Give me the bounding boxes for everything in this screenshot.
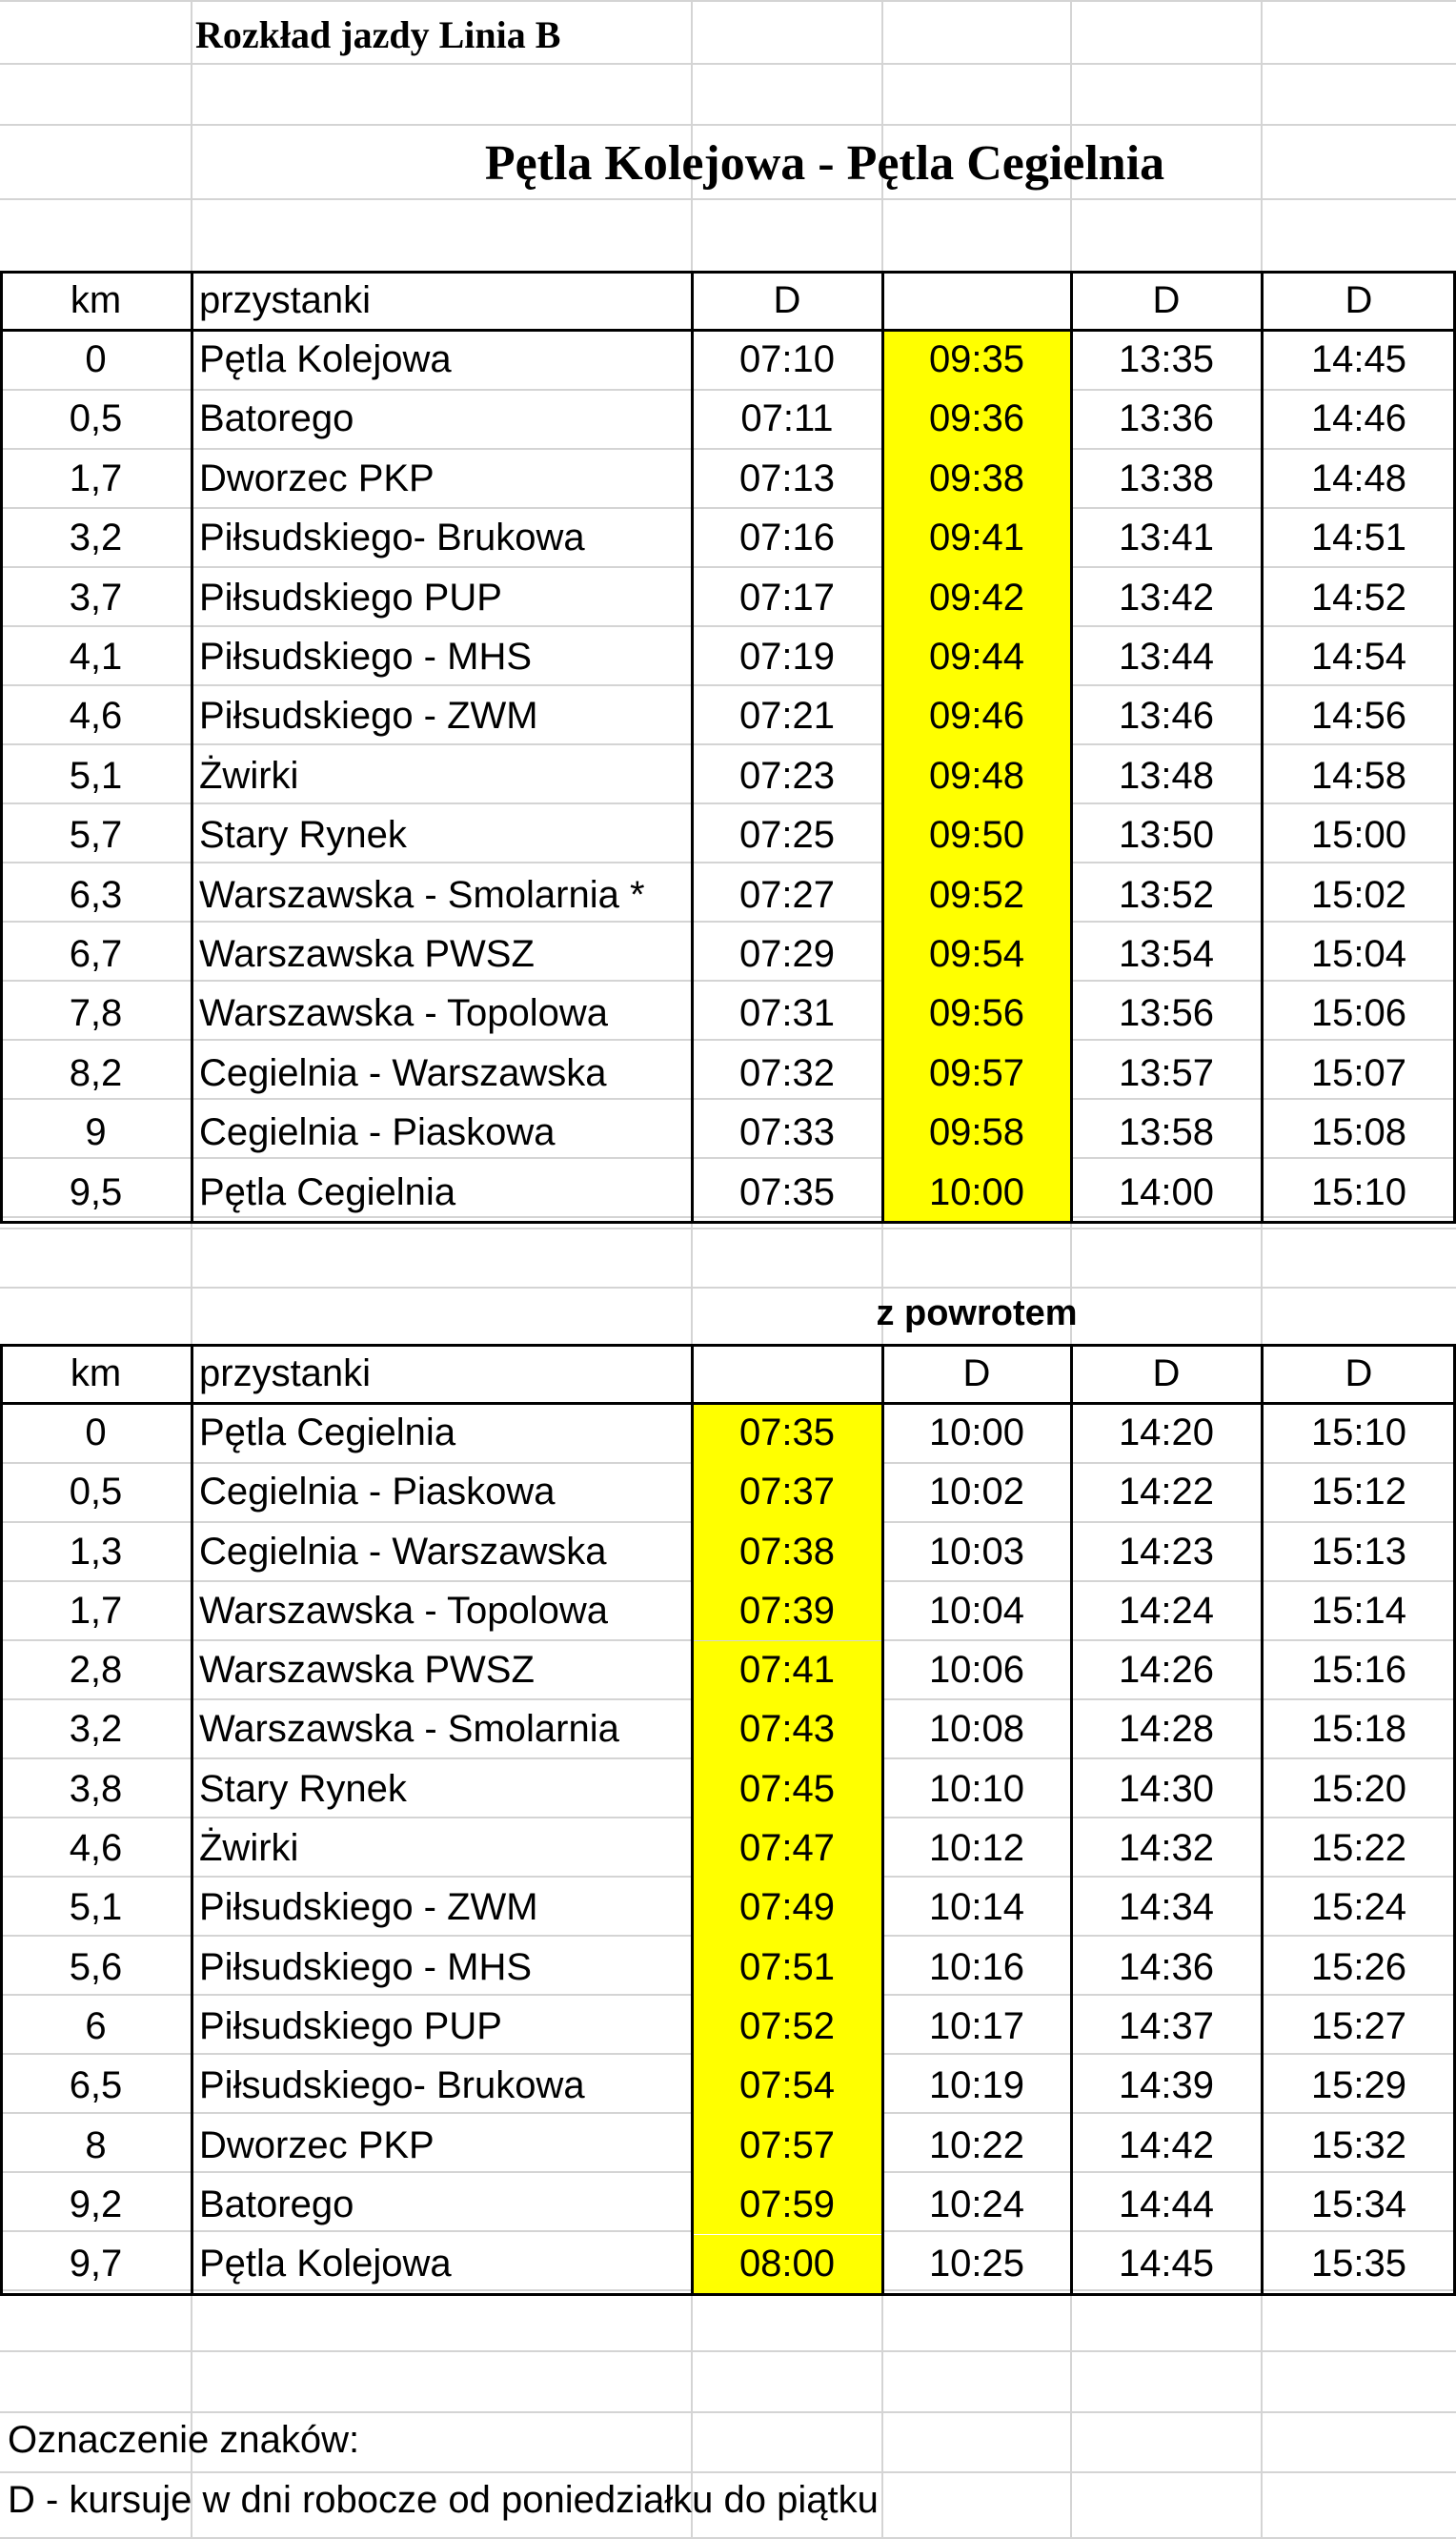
route-title: Pętla Kolejowa - Pętla Cegielnia (484, 135, 1165, 191)
return-time-cell: 15:26 (1310, 1945, 1407, 1988)
outbound-time-cell: 14:56 (1310, 695, 1407, 738)
return-km-cell: 0 (85, 1411, 107, 1453)
timetable-title: Rozkład jazdy Linia B (195, 12, 561, 56)
outbound-time-cell: 07:25 (738, 814, 836, 857)
outbound-header-cell: D (773, 278, 801, 321)
return-time-cell: 07:41 (692, 1641, 882, 1700)
return-km-cell: 8 (85, 2123, 107, 2166)
return-time-cell: 14:42 (1118, 2123, 1215, 2166)
return-km-cell: 1,7 (69, 1589, 123, 1632)
return-km-cell: 5,1 (69, 1886, 123, 1929)
return-km-cell: 4,6 (69, 1827, 123, 1870)
outbound-stop-cell: Warszawska - Smolarnia * (199, 873, 645, 916)
outbound-time-cell: 09:52 (882, 865, 1071, 924)
outbound-time-cell: 13:50 (1118, 814, 1215, 857)
return-time-cell: 14:30 (1118, 1767, 1215, 1810)
return-header-cell (692, 1344, 882, 1403)
outbound-time-cell: 14:45 (1310, 338, 1407, 381)
outbound-time-cell: 13:42 (1118, 576, 1215, 619)
return-time-cell: 10:25 (928, 2243, 1025, 2285)
outbound-km-cell: 8,2 (69, 1051, 123, 1094)
return-stop-cell: Warszawska - Smolarnia (199, 1708, 619, 1751)
return-time-cell: 07:39 (692, 1581, 882, 1640)
return-column-border (881, 1344, 884, 2296)
outbound-time-cell: 14:00 (1118, 1170, 1215, 1213)
return-km-cell: 9,2 (69, 2183, 123, 2225)
return-time-cell: 10:22 (928, 2123, 1025, 2166)
grid-row-line (0, 1287, 1456, 1289)
return-time-cell: 14:32 (1118, 1827, 1215, 1870)
return-time-cell: 15:12 (1310, 1471, 1407, 1513)
return-km-cell: 6,5 (69, 2064, 123, 2107)
return-km-cell: 1,3 (69, 1530, 123, 1573)
outbound-time-cell: 13:52 (1118, 873, 1215, 916)
outbound-time-cell: 15:07 (1310, 1051, 1407, 1094)
return-time-cell: 15:34 (1310, 2183, 1407, 2225)
return-stop-cell: Piłsudskiego - MHS (199, 1945, 533, 1988)
outbound-time-cell: 15:10 (1310, 1170, 1407, 1213)
outbound-time-cell: 13:35 (1118, 338, 1215, 381)
outbound-km-cell: 9 (85, 1111, 107, 1154)
outbound-time-cell: 14:58 (1310, 754, 1407, 797)
return-time-cell: 14:44 (1118, 2183, 1215, 2225)
outbound-time-cell: 14:54 (1310, 636, 1407, 679)
outbound-km-cell: 3,7 (69, 576, 123, 619)
outbound-time-cell: 09:44 (882, 627, 1071, 686)
outbound-time-cell: 15:04 (1310, 933, 1407, 976)
return-stop-cell: Warszawska - Topolowa (199, 1589, 609, 1632)
return-time-cell: 15:27 (1310, 2004, 1407, 2047)
outbound-time-cell: 07:19 (738, 636, 836, 679)
outbound-header-cell: km (70, 278, 122, 321)
outbound-km-cell: 4,1 (69, 636, 123, 679)
return-stop-cell: Pętla Kolejowa (199, 2243, 452, 2285)
return-time-cell: 14:23 (1118, 1530, 1215, 1573)
outbound-time-cell: 13:58 (1118, 1111, 1215, 1154)
return-section-title: z powrotem (876, 1292, 1078, 1333)
outbound-time-cell: 14:48 (1310, 457, 1407, 499)
outbound-stop-cell: Piłsudskiego PUP (199, 576, 502, 619)
outbound-stop-cell: Cegielnia - Warszawska (199, 1051, 607, 1094)
outbound-stop-cell: Pętla Cegielnia (199, 1170, 456, 1213)
return-time-cell: 15:29 (1310, 2064, 1407, 2107)
return-time-cell: 15:16 (1310, 1649, 1407, 1692)
return-km-cell: 0,5 (69, 1471, 123, 1513)
legend-title: Oznaczenie znaków: (8, 2418, 360, 2461)
return-km-cell: 6 (85, 2004, 107, 2047)
outbound-header-cell: D (1152, 278, 1181, 321)
outbound-time-cell: 09:35 (882, 330, 1071, 389)
outbound-time-cell: 07:11 (740, 397, 834, 440)
outbound-stop-cell: Cegielnia - Piaskowa (199, 1111, 556, 1154)
outbound-km-cell: 1,7 (69, 457, 123, 499)
return-header-cell: D (1152, 1351, 1181, 1394)
legend-d-description: D - kursuje w dni robocze od poniedziałku do piątku (8, 2478, 879, 2521)
outbound-time-cell: 09:48 (882, 746, 1071, 805)
outbound-time-cell: 13:48 (1118, 754, 1215, 797)
return-time-cell: 15:20 (1310, 1767, 1407, 1810)
outbound-time-cell: 13:57 (1118, 1051, 1215, 1094)
outbound-time-cell: 09:36 (882, 390, 1071, 449)
return-column-border (691, 1344, 694, 2296)
outbound-time-cell: 14:52 (1310, 576, 1407, 619)
outbound-time-cell: 07:27 (738, 873, 836, 916)
return-column-border (1261, 1344, 1264, 2296)
return-km-cell: 5,6 (69, 1945, 123, 1988)
outbound-column-border (1261, 271, 1264, 1224)
outbound-stop-cell: Warszawska PWSZ (199, 933, 535, 976)
grid-row-line (0, 0, 1456, 2)
return-time-cell: 10:14 (928, 1886, 1025, 1929)
return-header-cell: km (70, 1351, 122, 1394)
return-km-cell: 3,8 (69, 1767, 123, 1810)
return-stop-cell: Piłsudskiego PUP (199, 2004, 502, 2047)
return-time-cell: 14:37 (1118, 2004, 1215, 2047)
outbound-time-cell: 09:57 (882, 1044, 1071, 1103)
return-time-cell: 14:39 (1118, 2064, 1215, 2107)
outbound-time-cell: 09:50 (882, 806, 1071, 865)
return-time-cell: 15:10 (1310, 1411, 1407, 1453)
return-time-cell: 15:18 (1310, 1708, 1407, 1751)
outbound-time-cell: 09:41 (882, 509, 1071, 568)
outbound-time-cell: 13:44 (1118, 636, 1215, 679)
return-stop-cell: Pętla Cegielnia (199, 1411, 456, 1453)
return-time-cell: 07:47 (692, 1818, 882, 1878)
return-time-cell: 14:22 (1118, 1471, 1215, 1513)
outbound-time-cell: 07:31 (738, 992, 836, 1035)
return-time-cell: 14:34 (1118, 1886, 1215, 1929)
outbound-km-cell: 0,5 (69, 397, 123, 440)
outbound-km-cell: 5,1 (69, 754, 123, 797)
outbound-time-cell: 07:35 (738, 1170, 836, 1213)
return-time-cell: 10:16 (928, 1945, 1025, 1988)
outbound-km-cell: 5,7 (69, 814, 123, 857)
outbound-km-cell: 9,5 (69, 1170, 123, 1213)
outbound-stop-cell: Batorego (199, 397, 354, 440)
return-column-border (191, 1344, 193, 2296)
outbound-km-cell: 0 (85, 338, 107, 381)
outbound-time-cell: 07:10 (738, 338, 836, 381)
outbound-time-cell: 13:56 (1118, 992, 1215, 1035)
outbound-time-cell: 10:00 (882, 1163, 1071, 1222)
outbound-column-border (881, 271, 884, 1224)
outbound-stop-cell: Pętla Kolejowa (199, 338, 452, 381)
return-stop-cell: Piłsudskiego - ZWM (199, 1886, 538, 1929)
return-time-cell: 15:35 (1310, 2243, 1407, 2285)
outbound-time-cell: 15:08 (1310, 1111, 1407, 1154)
return-time-cell: 10:02 (928, 1471, 1025, 1513)
return-time-cell: 14:28 (1118, 1708, 1215, 1751)
outbound-time-cell: 07:17 (738, 576, 836, 619)
outbound-time-cell: 15:00 (1310, 814, 1407, 857)
return-header-cell: przystanki (199, 1351, 372, 1394)
outbound-time-cell: 13:54 (1118, 933, 1215, 976)
outbound-time-cell: 13:46 (1118, 695, 1215, 738)
return-stop-cell: Cegielnia - Warszawska (199, 1530, 607, 1573)
grid-row-line (0, 63, 1456, 65)
return-time-cell: 14:45 (1118, 2243, 1215, 2285)
return-column-border (1070, 1344, 1073, 2296)
return-time-cell: 08:00 (692, 2235, 882, 2294)
return-time-cell: 15:13 (1310, 1530, 1407, 1573)
return-time-cell: 07:52 (692, 1997, 882, 2056)
outbound-time-cell: 15:06 (1310, 992, 1407, 1035)
outbound-stop-cell: Piłsudskiego - MHS (199, 636, 533, 679)
return-time-cell: 15:14 (1310, 1589, 1407, 1632)
outbound-header-border (0, 329, 1456, 332)
return-time-cell: 10:06 (928, 1649, 1025, 1692)
return-time-cell: 10:19 (928, 2064, 1025, 2107)
outbound-header-cell: D (1345, 278, 1373, 321)
return-time-cell: 14:26 (1118, 1649, 1215, 1692)
return-stop-cell: Żwirki (199, 1827, 299, 1870)
outbound-column-border (691, 271, 694, 1224)
grid-row-line (0, 1228, 1456, 1229)
outbound-km-cell: 7,8 (69, 992, 123, 1035)
outbound-km-cell: 3,2 (69, 517, 123, 559)
outbound-time-cell: 15:02 (1310, 873, 1407, 916)
grid-row-line (0, 2350, 1456, 2352)
return-time-cell: 10:04 (928, 1589, 1025, 1632)
return-km-cell: 3,2 (69, 1708, 123, 1751)
outbound-time-cell: 09:46 (882, 687, 1071, 746)
return-stop-cell: Batorego (199, 2183, 354, 2225)
return-stop-cell: Warszawska PWSZ (199, 1649, 535, 1692)
return-time-cell: 07:35 (692, 1403, 882, 1462)
return-time-cell: 10:24 (928, 2183, 1025, 2225)
return-stop-cell: Dworzec PKP (199, 2123, 435, 2166)
return-stop-cell: Stary Rynek (199, 1767, 407, 1810)
outbound-time-cell: 07:21 (738, 695, 836, 738)
return-time-cell: 15:24 (1310, 1886, 1407, 1929)
outbound-time-cell: 13:36 (1118, 397, 1215, 440)
outbound-time-cell: 09:58 (882, 1104, 1071, 1163)
outbound-time-cell: 09:56 (882, 985, 1071, 1044)
outbound-column-border (191, 271, 193, 1224)
return-time-cell: 07:49 (692, 1879, 882, 1938)
outbound-km-cell: 6,7 (69, 933, 123, 976)
return-time-cell: 07:43 (692, 1700, 882, 1759)
outbound-time-cell: 09:54 (882, 924, 1071, 984)
return-stop-cell: Piłsudskiego- Brukowa (199, 2064, 585, 2107)
return-time-cell: 10:12 (928, 1827, 1025, 1870)
outbound-stop-cell: Warszawska - Topolowa (199, 992, 609, 1035)
return-time-cell: 10:10 (928, 1767, 1025, 1810)
outbound-time-cell: 07:32 (738, 1051, 836, 1094)
return-time-cell: 07:51 (692, 1938, 882, 1997)
outbound-time-cell: 09:42 (882, 568, 1071, 627)
outbound-column-border (1070, 271, 1073, 1224)
return-time-cell: 07:57 (692, 2116, 882, 2175)
return-time-cell: 15:32 (1310, 2123, 1407, 2166)
return-time-cell: 10:17 (928, 2004, 1025, 2047)
return-time-cell: 07:54 (692, 2057, 882, 2116)
outbound-time-cell: 14:51 (1310, 517, 1407, 559)
return-header-border (0, 1402, 1456, 1405)
outbound-header-cell: przystanki (199, 278, 372, 321)
outbound-stop-cell: Piłsudskiego - ZWM (199, 695, 538, 738)
outbound-time-cell: 07:23 (738, 754, 836, 797)
return-header-cell: D (1345, 1351, 1373, 1394)
outbound-header-cell (882, 271, 1071, 330)
outbound-stop-cell: Dworzec PKP (199, 457, 435, 499)
return-header-cell: D (962, 1351, 991, 1394)
outbound-time-cell: 07:13 (738, 457, 836, 499)
return-time-cell: 14:20 (1118, 1411, 1215, 1453)
return-time-cell: 14:36 (1118, 1945, 1215, 1988)
outbound-time-cell: 13:38 (1118, 457, 1215, 499)
return-time-cell: 07:37 (692, 1463, 882, 1522)
return-time-cell: 07:59 (692, 2175, 882, 2234)
outbound-stop-cell: Stary Rynek (199, 814, 407, 857)
outbound-time-cell: 13:41 (1118, 517, 1215, 559)
return-km-cell: 2,8 (69, 1649, 123, 1692)
outbound-time-cell: 07:29 (738, 933, 836, 976)
outbound-time-cell: 09:38 (882, 449, 1071, 508)
return-time-cell: 10:03 (928, 1530, 1025, 1573)
outbound-stop-cell: Żwirki (199, 754, 299, 797)
return-time-cell: 10:00 (928, 1411, 1025, 1453)
return-time-cell: 10:08 (928, 1708, 1025, 1751)
outbound-km-cell: 4,6 (69, 695, 123, 738)
return-time-cell: 14:24 (1118, 1589, 1215, 1632)
outbound-stop-cell: Piłsudskiego- Brukowa (199, 517, 585, 559)
return-time-cell: 07:38 (692, 1522, 882, 1581)
return-km-cell: 9,7 (69, 2243, 123, 2285)
return-time-cell: 15:22 (1310, 1827, 1407, 1870)
return-time-cell: 07:45 (692, 1759, 882, 1818)
return-stop-cell: Cegielnia - Piaskowa (199, 1471, 556, 1513)
outbound-km-cell: 6,3 (69, 873, 123, 916)
outbound-time-cell: 14:46 (1310, 397, 1407, 440)
outbound-time-cell: 07:33 (738, 1111, 836, 1154)
outbound-time-cell: 07:16 (738, 517, 836, 559)
